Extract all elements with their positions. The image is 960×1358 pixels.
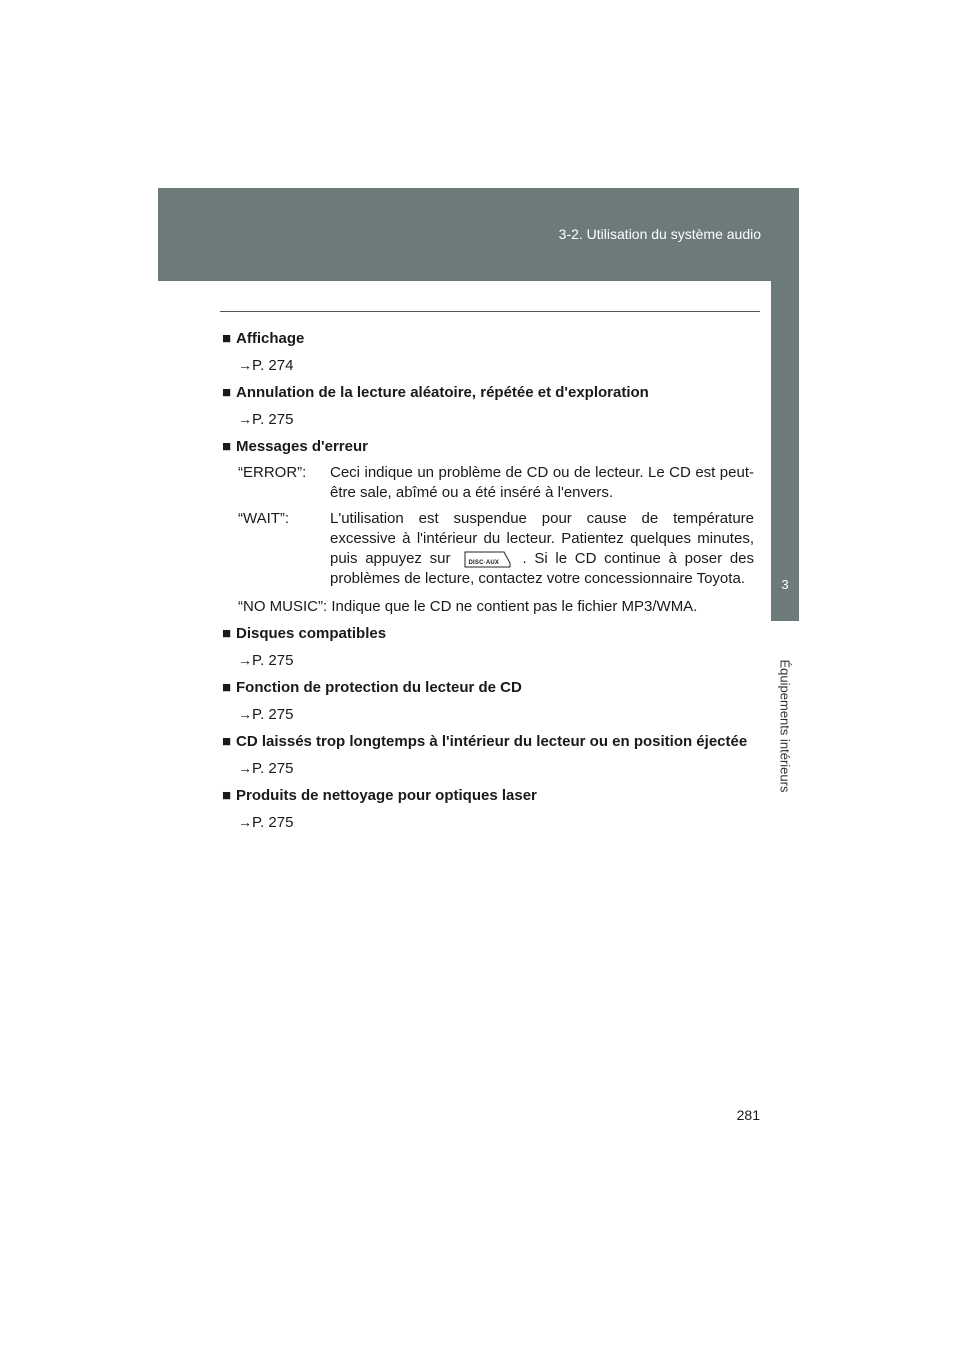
page-reference: →P. 275 [238,814,294,831]
arrow-icon: → [238,411,252,427]
chapter-title: Équipements intérieurs [777,659,793,793]
bullet-icon: ■ [222,438,232,455]
page-reference: →P. 275 [238,411,294,428]
section-heading: ■ Disques compatibles [222,625,387,642]
page-number: 281 [736,1107,760,1123]
no-music-code: “NO MUSIC”: [238,598,328,615]
wait-description: L'utilisation est suspendue pour cause de température excessive à l'intérieur du lecteur. Patientez quelques minutes, puis appuyez sur DISC·AUX . Si le CD continue à poser des problèmes de lecture, contactez votre concessionnaire Toyota. [330,510,755,587]
page-content [222,329,754,840]
section-heading: ■ Messages d'erreur [222,438,368,455]
bullet-icon: ■ [222,679,232,696]
section-heading: ■ CD laissés trop longtemps à l'intérieur du lecteur ou en position éjectée [222,733,748,750]
chapter-number: 3 [781,577,789,592]
bullet-icon: ■ [222,733,232,750]
error-code: “ERROR”: [238,464,307,481]
header-rule [220,311,760,312]
bullet-icon: ■ [222,330,232,347]
error-message-row [222,463,754,503]
arrow-icon: → [238,652,252,668]
section-heading: ■ Produits de nettoyage pour optiques laser [222,787,537,804]
bullet-icon: ■ [222,787,232,804]
no-music-description: Indique que le CD ne contient pas le fichier MP3/WMA. [331,598,698,615]
arrow-icon: → [238,814,252,830]
section-heading: ■ Annulation de la lecture aléatoire, répétée et d'exploration [222,384,649,401]
section-protection [222,678,754,725]
chapter-tab [771,281,799,621]
section-nettoyage [222,786,754,833]
section-affichage [222,329,754,376]
page-reference: →P. 274 [238,357,294,374]
section-messages [222,437,754,617]
arrow-icon: → [238,760,252,776]
section-heading: ■ Fonction de protection du lecteur de CD [222,679,522,696]
error-description: Ceci indique un problème de CD ou de lecteur. Le CD est peut-être sale, abîmé ou a été inséré à l'envers. [330,464,754,501]
section-cd-longtemps [222,732,754,779]
disc-aux-button-icon [464,551,512,568]
bullet-icon: ■ [222,625,232,642]
wait-code: “WAIT”: [238,510,290,527]
header-band [158,188,799,281]
page-reference: →P. 275 [238,706,294,723]
page-reference: →P. 275 [238,760,294,777]
arrow-icon: → [238,706,252,722]
no-music-message-row [222,597,754,617]
section-heading: ■ Affichage [222,330,305,347]
section-annulation [222,383,754,430]
arrow-icon: → [238,357,252,373]
disc-aux-label: DISC·AUX [468,559,500,566]
bullet-icon: ■ [222,384,232,401]
section-title: 3-2. Utilisation du système audio [558,226,761,242]
page-reference: →P. 275 [238,652,294,669]
section-disques [222,624,754,671]
chapter-caption [772,632,798,820]
wait-message-row [222,509,754,589]
